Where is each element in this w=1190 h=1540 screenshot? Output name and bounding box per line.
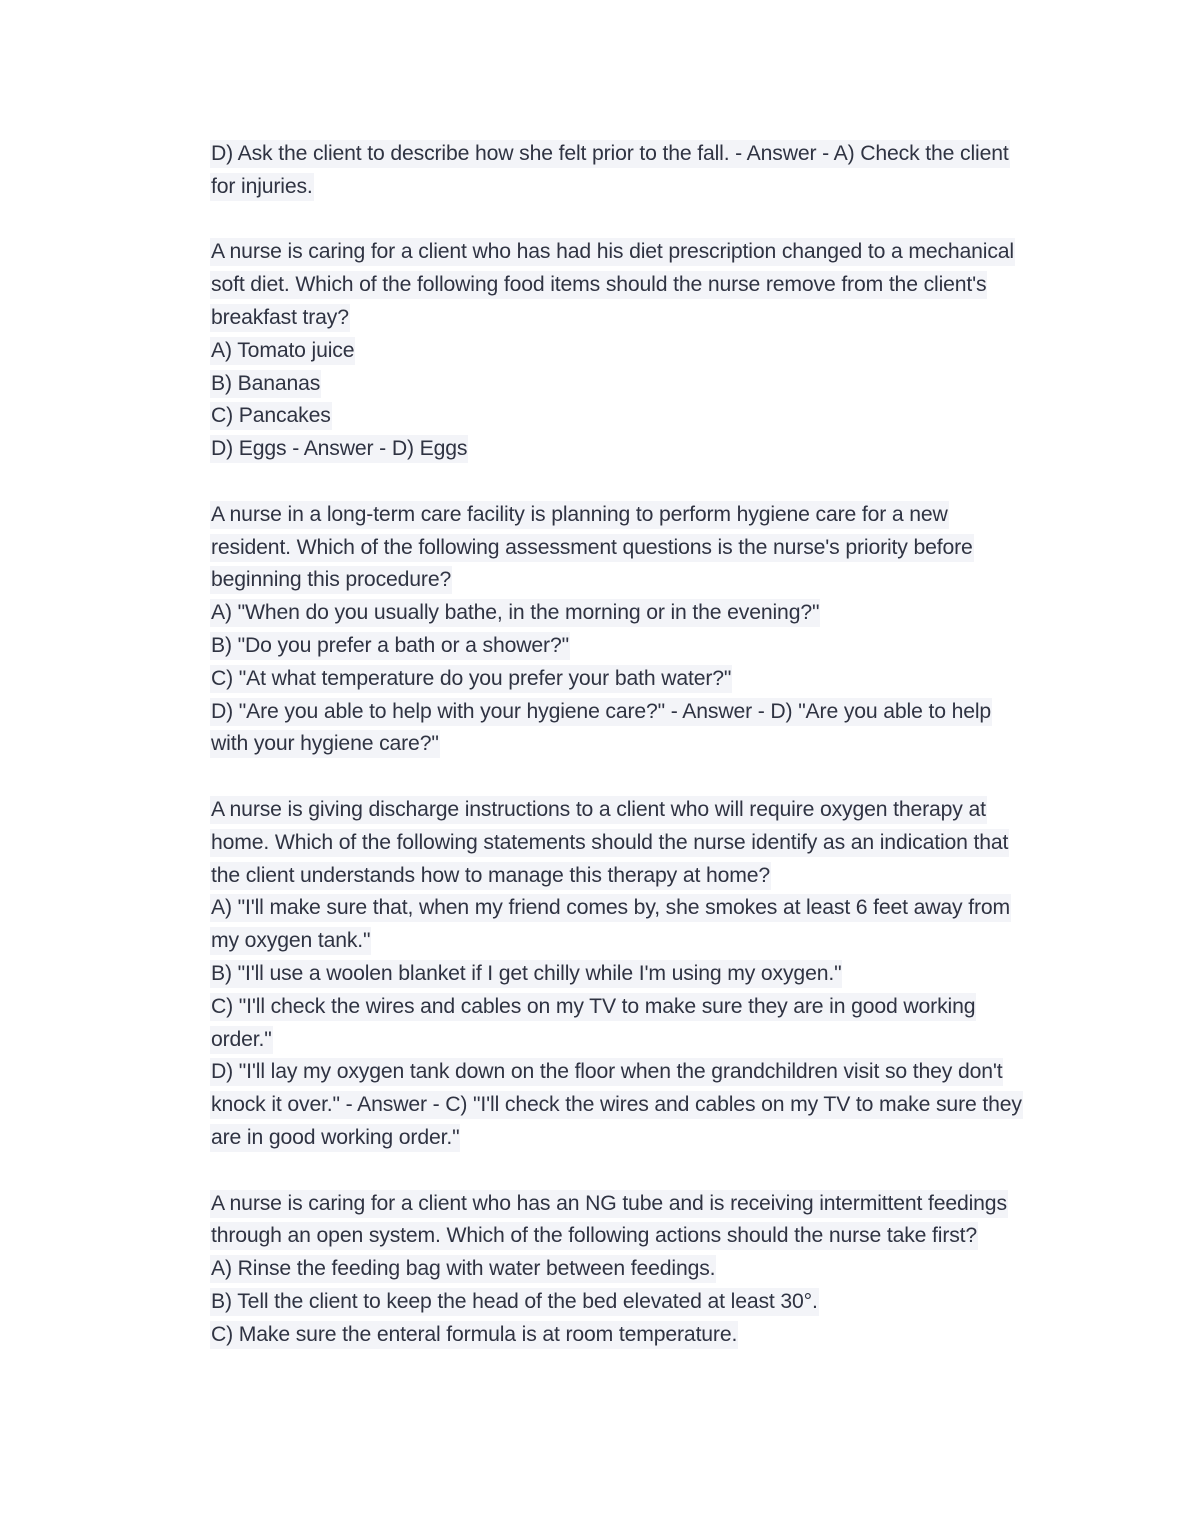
text-span: the client understands how to manage this therapy at home?: [210, 862, 771, 890]
text-span: beginning this procedure?: [210, 566, 452, 594]
text-span: order.": [210, 1026, 273, 1054]
text-span: are in good working order.": [210, 1124, 460, 1152]
option-line: [210, 1024, 1050, 1057]
text-span: my oxygen tank.": [210, 927, 371, 955]
option-line: [210, 728, 1050, 761]
text-line: [210, 564, 1050, 597]
text-span: resident. Which of the following assessment questions is the nurse's priority before: [210, 534, 974, 562]
option-line: [210, 991, 1050, 1024]
option-line: [210, 663, 1050, 696]
text-span: B) "Do you prefer a bath or a shower?": [210, 632, 570, 660]
text-span: breakfast tray?: [210, 304, 350, 332]
text-span: B) Tell the client to keep the head of the bed elevated at least 30°.: [210, 1288, 819, 1316]
question-block: [210, 1188, 1050, 1352]
text-line: [210, 794, 1050, 827]
text-span: A) "When do you usually bathe, in the morning or in the evening?": [210, 599, 820, 627]
text-span: C) "At what temperature do you prefer your bath water?": [210, 665, 732, 693]
text-span: C) "I'll check the wires and cables on my TV to make sure they are in good working: [210, 993, 976, 1021]
text-line: [210, 171, 1050, 204]
text-span: soft diet. Which of the following food items should the nurse remove from the client's: [210, 271, 987, 299]
question-block: [210, 794, 1050, 1155]
paragraph-gap: [210, 204, 1050, 237]
text-span: A nurse is caring for a client who has had his diet prescription changed to a mechanical: [210, 238, 1015, 266]
text-span: D) Ask the client to describe how she felt prior to the fall. - Answer - A) Check the client: [210, 140, 1010, 168]
option-line: [210, 400, 1050, 433]
paragraph-gap: [210, 1155, 1050, 1188]
text-span: for injuries.: [210, 173, 314, 201]
text-span: D) "Are you able to help with your hygiene care?" - Answer - D) "Are you able to help: [210, 698, 992, 726]
option-line: [210, 696, 1050, 729]
option-line: [210, 335, 1050, 368]
text-line: [210, 827, 1050, 860]
text-span: D) Eggs - Answer - D) Eggs: [210, 435, 468, 463]
text-span: home. Which of the following statements should the nurse identify as an indication that: [210, 829, 1009, 857]
text-span: A) Tomato juice: [210, 337, 355, 365]
option-line: [210, 958, 1050, 991]
text-span: A) Rinse the feeding bag with water between feedings.: [210, 1255, 716, 1283]
text-span: D) "I'll lay my oxygen tank down on the floor when the grandchildren visit so they don't: [210, 1058, 1003, 1086]
option-line: [210, 368, 1050, 401]
question-block: [210, 138, 1050, 204]
text-span: C) Pancakes: [210, 402, 332, 430]
document-body: [210, 138, 1050, 1351]
option-line: [210, 892, 1050, 925]
option-line: [210, 630, 1050, 663]
text-span: A nurse is caring for a client who has an NG tube and is receiving intermittent feedings: [210, 1190, 1008, 1218]
text-line: [210, 1220, 1050, 1253]
text-span: A) "I'll make sure that, when my friend comes by, she smokes at least 6 feet away from: [210, 894, 1011, 922]
option-line: [210, 1253, 1050, 1286]
paragraph-gap: [210, 761, 1050, 794]
text-line: [210, 269, 1050, 302]
text-line: [210, 302, 1050, 335]
text-line: [210, 532, 1050, 565]
option-line: [210, 1319, 1050, 1352]
option-line: [210, 925, 1050, 958]
option-line: [210, 1056, 1050, 1089]
text-line: [210, 138, 1050, 171]
text-line: [210, 860, 1050, 893]
text-span: B) Bananas: [210, 370, 321, 398]
option-line: [210, 1286, 1050, 1319]
text-span: with your hygiene care?": [210, 730, 440, 758]
text-line: [210, 499, 1050, 532]
option-line: [210, 597, 1050, 630]
text-span: C) Make sure the enteral formula is at room temperature.: [210, 1321, 738, 1349]
text-span: B) "I'll use a woolen blanket if I get chilly while I'm using my oxygen.": [210, 960, 842, 988]
option-line: [210, 1122, 1050, 1155]
question-block: [210, 499, 1050, 761]
text-line: [210, 1188, 1050, 1221]
text-line: [210, 236, 1050, 269]
text-span: knock it over." - Answer - C) "I'll check the wires and cables on my TV to make sure they: [210, 1091, 1023, 1119]
option-line: [210, 433, 1050, 466]
text-span: A nurse is giving discharge instructions to a client who will require oxygen therapy at: [210, 796, 987, 824]
text-span: A nurse in a long-term care facility is planning to perform hygiene care for a new: [210, 501, 949, 529]
option-line: [210, 1089, 1050, 1122]
text-span: through an open system. Which of the following actions should the nurse take first?: [210, 1222, 978, 1250]
paragraph-gap: [210, 466, 1050, 499]
question-block: [210, 236, 1050, 466]
